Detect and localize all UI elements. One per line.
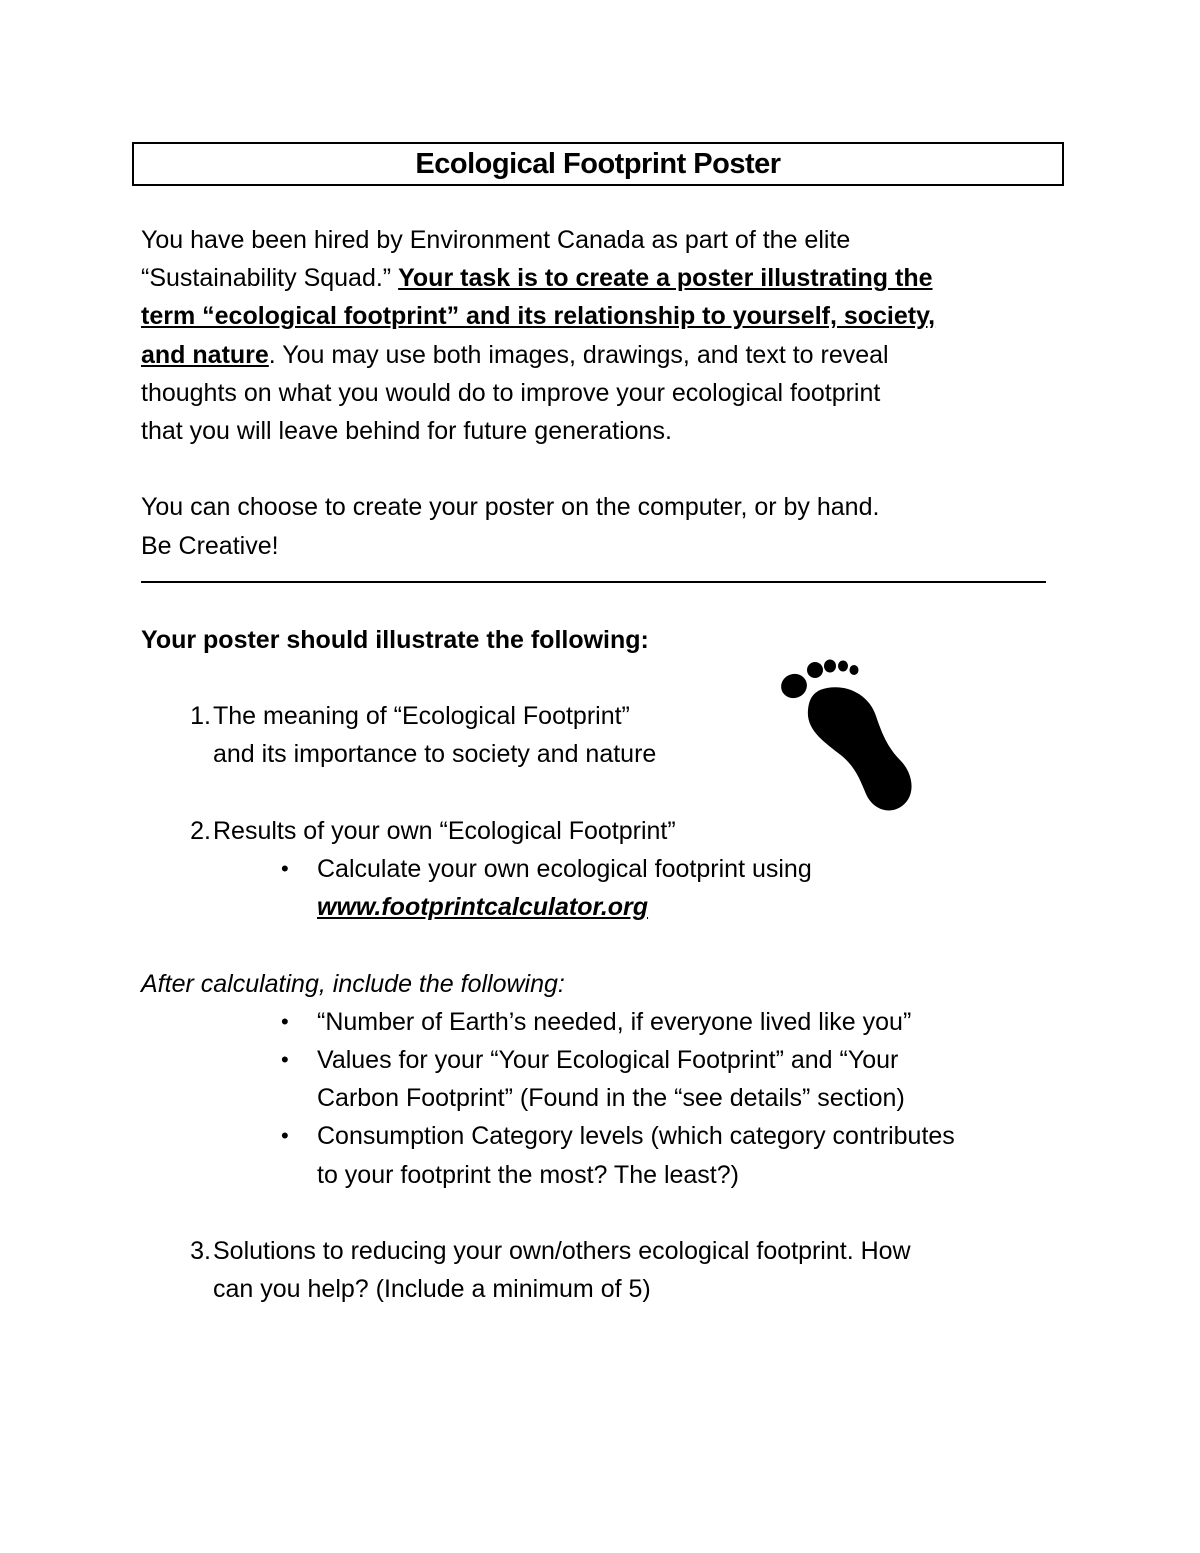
list-item bbox=[141, 1003, 1061, 1041]
intro-line-4 bbox=[141, 336, 1061, 374]
item-3-line-1: Solutions to reducing your own/others ecological footprint. How bbox=[213, 1237, 911, 1265]
after-bullet-1-line-1: “Number of Earth’s needed, if everyone lived like you” bbox=[317, 1007, 912, 1036]
list-item bbox=[141, 850, 1061, 926]
choice-line-2: Be Creative! bbox=[141, 531, 279, 560]
intro-line-5: thoughts on what you would do to improve your ecological footprint bbox=[141, 378, 881, 407]
task-bold-3: and nature bbox=[141, 340, 269, 369]
item-2-number: 2. bbox=[190, 816, 211, 845]
task-bold-1: Your task is to create a poster illustrating the bbox=[398, 264, 933, 293]
item-1-number: 1. bbox=[190, 702, 211, 731]
after-bullet-3-line-1: Consumption Category levels (which category contributes bbox=[317, 1122, 955, 1151]
item-2-line-1: Results of your own “Ecological Footprint” bbox=[213, 816, 676, 845]
list-item-1 bbox=[141, 697, 1061, 773]
intro-squad-text: “Sustainability Squad.” bbox=[141, 264, 399, 293]
after-heading: After calculating, include the following: bbox=[141, 969, 565, 998]
intro-line-4-rest: . You may use both images, drawings, and text to reveal bbox=[268, 340, 889, 369]
after-bullet-3-line-2: to your footprint the most? The least?) bbox=[317, 1160, 739, 1189]
bullet-icon: • bbox=[281, 1008, 289, 1034]
section-heading: Your poster should illustrate the following: bbox=[141, 625, 649, 654]
item-1-line-1: The meaning of “Ecological Footprint” bbox=[213, 702, 630, 731]
after-bullet-2-line-1: Values for your “Your Ecological Footprint” and “Your bbox=[317, 1046, 899, 1074]
after-bullets bbox=[141, 1003, 1061, 1194]
intro-line-3 bbox=[141, 297, 1061, 335]
choice-line-1: You can choose to create your poster on the computer, or by hand. bbox=[141, 493, 880, 522]
list-item bbox=[141, 1041, 1061, 1117]
item-1-line-2: and its importance to society and nature bbox=[213, 740, 657, 769]
footprint-calculator-link[interactable]: www.footprintcalculator.org bbox=[317, 893, 649, 922]
footprint-icon bbox=[772, 652, 922, 822]
page-title: Ecological Footprint Poster bbox=[415, 147, 781, 180]
title-box bbox=[132, 142, 1064, 186]
bullet-icon: • bbox=[281, 1047, 289, 1072]
task-bold-2: term “ecological footprint” and its relationship to yourself, society, bbox=[141, 302, 936, 331]
divider-rule bbox=[141, 581, 1046, 583]
bullet-icon: • bbox=[281, 856, 289, 881]
list-item-3 bbox=[141, 1232, 1061, 1308]
list-item bbox=[141, 1117, 1061, 1193]
item-3-number: 3. bbox=[190, 1237, 211, 1265]
bullet-icon: • bbox=[281, 1123, 289, 1149]
intro-line-1: You have been hired by Environment Canada as part of the elite bbox=[141, 226, 851, 254]
list-item-2 bbox=[141, 812, 1061, 850]
intro-line-6: that you will leave behind for future generations. bbox=[141, 417, 672, 446]
item-2-bullets bbox=[141, 850, 1061, 926]
intro-line-2 bbox=[141, 259, 1061, 297]
item-3-line-2: can you help? (Include a minimum of 5) bbox=[213, 1275, 651, 1304]
calc-instruction: Calculate your own ecological footprint using bbox=[317, 855, 812, 883]
after-bullet-2-line-2: Carbon Footprint” (Found in the “see details” section) bbox=[317, 1084, 905, 1113]
document-body bbox=[141, 221, 1061, 1308]
